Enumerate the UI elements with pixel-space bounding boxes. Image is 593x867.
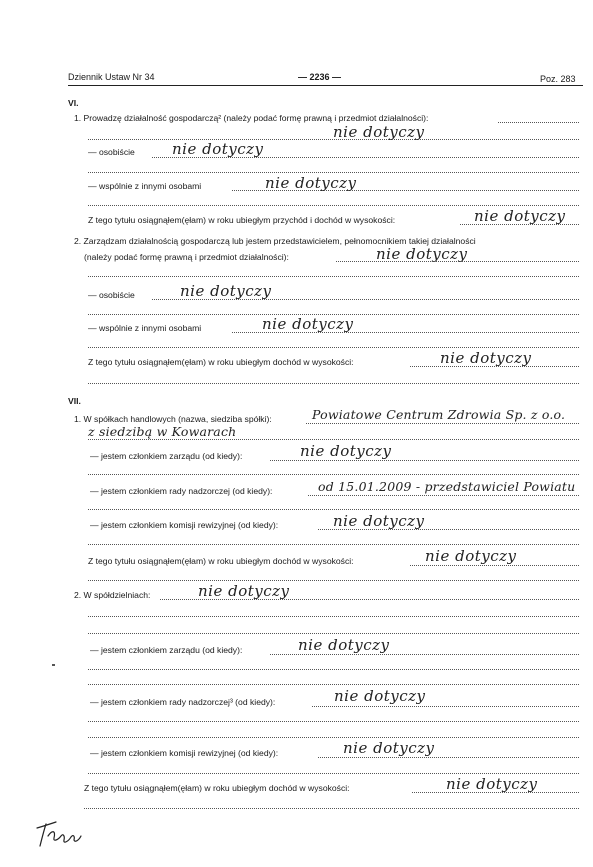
header-rule xyxy=(68,85,583,86)
vii-supervisory2-dots2 xyxy=(88,721,579,722)
vi-income2-dots2 xyxy=(88,383,579,384)
vi-income2-label: Z tego tytułu osiągnąłem(ęłam) w roku ubiegłym dochód w wysokości: xyxy=(88,357,354,367)
vii-item1-value2: z siedzibą w Kowarach xyxy=(88,424,237,439)
vii-income2-dots2 xyxy=(84,808,579,809)
vii-supervisory2-dots xyxy=(312,706,579,707)
vii-supervisory2-value: nie dotyczy xyxy=(334,687,426,705)
vi-item2-dots2 xyxy=(88,276,579,277)
vii-income-dots xyxy=(410,565,579,566)
vi-item1-dots xyxy=(498,122,579,123)
vii-board2-value: nie dotyczy xyxy=(298,636,390,654)
vi-income2-value: nie dotyczy xyxy=(440,349,532,367)
position-number: Poz. 283 xyxy=(540,74,576,84)
vi-personally2-label: — osobiście xyxy=(88,290,135,300)
vii-supervisory-value: od 15.01.2009 - przedstawiciel Powiatu xyxy=(318,479,576,494)
vii-income-label: Z tego tytułu osiągnąłem(ęłam) w roku ubiegłym dochód w wysokości: xyxy=(88,556,354,566)
vi-jointly2-dots xyxy=(232,332,579,333)
vii-supervisory-label: — jestem członkiem rady nadzorczej (od kiedy): xyxy=(90,486,273,496)
vii-income-value: nie dotyczy xyxy=(425,547,517,565)
vi-personally-value: nie dotyczy xyxy=(172,140,264,158)
vi-jointly-label: — wspólnie z innymi osobami xyxy=(88,181,202,191)
vii-audit-dots2 xyxy=(88,544,579,545)
vi-item1-dots2 xyxy=(88,139,579,140)
vii-item2-dots xyxy=(160,599,579,600)
vii-board-dots xyxy=(270,460,579,461)
vii-supervisory2-label: — jestem członkiem rady nadzorczej³ (od kiedy): xyxy=(90,697,276,707)
vii-item2-dots3 xyxy=(88,633,579,634)
vii-item1-dots xyxy=(306,423,579,424)
vi-jointly-dots2 xyxy=(88,205,579,206)
vii-income2-label: Z tego tytułu osiągnąłem(ęłam) w roku ubiegłym dochód w wysokości: xyxy=(84,783,350,793)
vii-item2-label: 2. W spółdzielniach: xyxy=(74,590,151,600)
vii-income-dots2 xyxy=(88,580,579,581)
vii-income2-dots xyxy=(412,792,579,793)
vii-item1-value: Powiatowe Centrum Zdrowia Sp. z o.o. xyxy=(312,407,566,422)
vii-board-value: nie dotyczy xyxy=(300,442,392,460)
vii-board2-label: — jestem członkiem zarządu (od kiedy): xyxy=(90,645,243,655)
vii-supervisory-dots xyxy=(308,495,579,496)
vi-personally-dots xyxy=(152,157,579,158)
vi-item2-dots xyxy=(336,261,579,262)
section-vii-heading: VII. xyxy=(68,396,81,406)
vii-item2-value: nie dotyczy xyxy=(198,582,290,600)
vii-audit2-value: nie dotyczy xyxy=(343,739,435,757)
vii-item1-label: 1. W spółkach handlowych (nazwa, siedziba spółki): xyxy=(74,414,272,424)
vii-board-dots2 xyxy=(88,474,579,475)
vii-audit2-dots2 xyxy=(88,773,579,774)
vi-jointly2-dots2 xyxy=(88,347,579,348)
vi-item2-value: nie dotyczy xyxy=(376,245,468,263)
vi-income-dots xyxy=(460,224,579,225)
vi-jointly-dots xyxy=(232,190,579,191)
vi-personally2-value: nie dotyczy xyxy=(180,282,272,300)
section-vi-heading: VI. xyxy=(68,98,79,108)
page-number: — 2236 — xyxy=(298,72,342,82)
signature-initials xyxy=(34,818,84,850)
vi-income-value: nie dotyczy xyxy=(474,207,566,225)
vii-board2-dots2 xyxy=(88,669,579,670)
vii-board2-dots xyxy=(270,654,579,655)
vi-item2-line1: 2. Zarządzam działalnością gospodarczą lub jestem przedstawicielem, pełnomocnikiem takiej działalności xyxy=(74,236,476,246)
journal-title: Dziennik Ustaw Nr 34 xyxy=(68,72,155,82)
vi-personally2-dots xyxy=(152,299,579,300)
vi-item1-value: nie dotyczy xyxy=(333,123,425,141)
vii-audit2-dots xyxy=(318,757,579,758)
vii-item2-dots2 xyxy=(88,616,579,617)
vii-board-label: — jestem członkiem zarządu (od kiedy): xyxy=(90,451,243,461)
vii-item1-dots2 xyxy=(88,439,579,440)
vii-supervisory2-dots3 xyxy=(88,737,579,738)
vi-item1-label: 1. Prowadzę działalność gospodarczą² (należy podać formę prawną i przedmiot działalności): xyxy=(74,113,429,123)
vii-audit-value: nie dotyczy xyxy=(333,512,425,530)
vi-item2-line2: (należy podać formę prawną i przedmiot działalności): xyxy=(84,252,289,262)
vi-income-label: Z tego tytułu osiągnąłem(ęłam) w roku ubiegłym przychód i dochód w wysokości: xyxy=(88,215,396,225)
vii-audit2-label: — jestem członkiem komisji rewizyjnej (od kiedy): xyxy=(90,748,279,758)
vi-jointly2-label: — wspólnie z innymi osobami xyxy=(88,323,202,333)
vi-personally-dots2 xyxy=(88,172,579,173)
vii-audit-label: — jestem członkiem komisji rewizyjnej (od kiedy): xyxy=(90,520,279,530)
margin-mark xyxy=(52,664,55,666)
vi-jointly2-value: nie dotyczy xyxy=(262,315,354,333)
vii-board2-dots3 xyxy=(88,684,579,685)
vi-income2-dots xyxy=(410,366,579,367)
vii-income2-value: nie dotyczy xyxy=(446,775,538,793)
vi-jointly-value: nie dotyczy xyxy=(265,174,357,192)
vi-personally-label: — osobiście xyxy=(88,147,135,157)
vii-supervisory-dots2 xyxy=(88,509,579,510)
vii-audit-dots xyxy=(318,529,579,530)
